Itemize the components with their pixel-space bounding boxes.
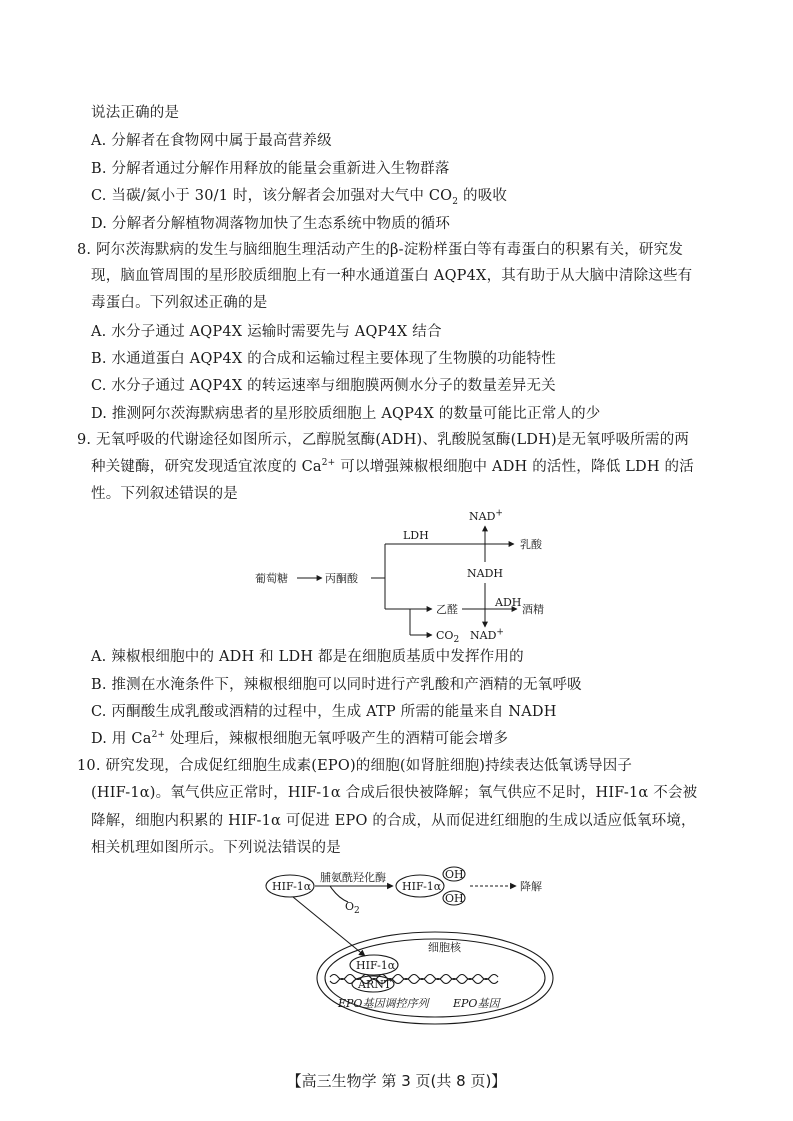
q7-option-d: D. 分解者分解植物凋落物加快了生态系统中物质的循环 — [91, 216, 451, 232]
q7-option-a: A. 分解者在食物网中属于最高营养级 — [91, 133, 332, 149]
nadh-label: NADH — [467, 567, 503, 580]
q9-stem-line3: 性。下列叙述错误的是 — [91, 486, 238, 502]
arnt-label: ARNT — [358, 978, 392, 991]
page-footer: 【高三生物学 第 3 页(共 8 页)】 — [286, 1072, 507, 1090]
dna-strand-top — [330, 975, 498, 980]
q8-option-a: A. 水分子通过 AQP4X 运输时需要先与 AQP4X 结合 — [91, 324, 442, 340]
pyruvate-label: 丙酮酸 — [325, 572, 358, 585]
dna-strand-bottom — [330, 979, 498, 984]
oh-label-bottom: OH — [445, 892, 464, 905]
q10-stem-line4: 相关机理如图所示。下列说法错误的是 — [91, 840, 341, 856]
epo-regulatory-label: EPO基因调控序列 — [338, 997, 429, 1010]
hif-label-right: HIF-1α — [402, 880, 442, 893]
epo-gene-label: EPO基因 — [453, 997, 500, 1010]
acetaldehyde-label: 乙醛 — [436, 603, 458, 616]
q8-stem-line2: 现，脑血管周围的星形胶质细胞上有一种水通道蛋白 AQP4X，其有助于从大脑中清除这些有 — [91, 268, 693, 284]
q7-option-b: B. 分解者通过分解作用释放的能量会重新进入生物群落 — [91, 161, 450, 177]
hif-label-nucleus: HIF-1α — [356, 959, 396, 972]
nad-top-label: NAD+ — [469, 508, 503, 523]
q8-option-b: B. 水通道蛋白 AQP4X 的合成和运输过程主要体现了生物膜的功能特性 — [91, 351, 556, 367]
adh-label: ADH — [495, 596, 522, 609]
hif-label-left: HIF-1α — [272, 880, 312, 893]
q9-option-c: C. 丙酮酸生成乳酸或酒精的过程中，生成 ATP 所需的能量来自 NADH — [91, 704, 557, 720]
q9-option-d: D. 用 $Ca^{2+}$ 处理后，辣椒根细胞无氧呼吸产生的酒精可能会增多 — [91, 730, 509, 747]
q9-stem-line1: 9. 无氧呼吸的代谢途径如图所示，乙醇脱氢酶(ADH)、乳酸脱氢酶(LDH)是无氧呼吸所需的两 — [77, 432, 690, 448]
nucleus-label: 细胞核 — [428, 941, 461, 954]
nad-bottom-label: NAD+ — [470, 627, 504, 642]
glucose-label: 葡萄糖 — [255, 572, 288, 585]
oh-label-top: OH — [445, 868, 464, 881]
q10-stem-line1: 10. 研究发现，合成促红细胞生成素(EPO)的细胞(如肾脏细胞)持续表达低氧诱导因子 — [77, 758, 633, 774]
degrade-label: 降解 — [520, 880, 542, 893]
lactic-acid-label: 乳酸 — [520, 538, 542, 551]
q8-stem-line1: 8. 阿尔茨海默病的发生与脑细胞生理活动产生的β-淀粉样蛋白等有毒蛋白的积累有关，研究发 — [77, 242, 684, 258]
q7-option-c: C. 当碳/氮小于 30/1 时，该分解者会加强对大气中 $CO_2$ 的吸收 — [91, 188, 508, 207]
q9-option-a: A. 辣椒根细胞中的 ADH 和 LDH 都是在细胞质基质中发挥作用的 — [91, 649, 524, 665]
q10-stem-line2: (HIF-1α)。氧气供应正常时，HIF-1α 合成后很快被降解；氧气供应不足时，HIF-1α 不会被 — [91, 785, 698, 801]
enzyme-label: 脯氨酰羟化酶 — [320, 871, 386, 884]
co2-label: $CO_2$ — [436, 629, 460, 646]
q10-stem-line3: 降解，细胞内积累的 HIF-1α 可促进 EPO 的合成，从而促进红细胞的生成以适应低氧环境， — [91, 813, 696, 829]
q8-stem-line3: 毒蛋白。下列叙述正确的是 — [91, 295, 268, 311]
ethanol-label: 酒精 — [522, 603, 544, 616]
q8-option-d: D. 推测阿尔茨海默病患者的星形胶质细胞上 AQP4X 的数量可能比正常人的少 — [91, 406, 601, 422]
q7-stem-tail: 说法正确的是 — [91, 105, 180, 121]
o2-label: $O_2$ — [345, 900, 360, 917]
q9-option-b: B. 推测在水淹条件下，辣椒根细胞可以同时进行产乳酸和产酒精的无氧呼吸 — [91, 677, 582, 693]
q8-option-c: C. 水分子通过 AQP4X 的转运速率与细胞膜两侧水分子的数量差异无关 — [91, 378, 556, 394]
ldh-label: LDH — [403, 529, 429, 542]
q9-stem-line2: 种关键酶，研究发现适宜浓度的 $Ca^{2+}$ 可以增强辣椒根细胞中 ADH 的活性，降低 LDH 的活 — [91, 458, 694, 475]
